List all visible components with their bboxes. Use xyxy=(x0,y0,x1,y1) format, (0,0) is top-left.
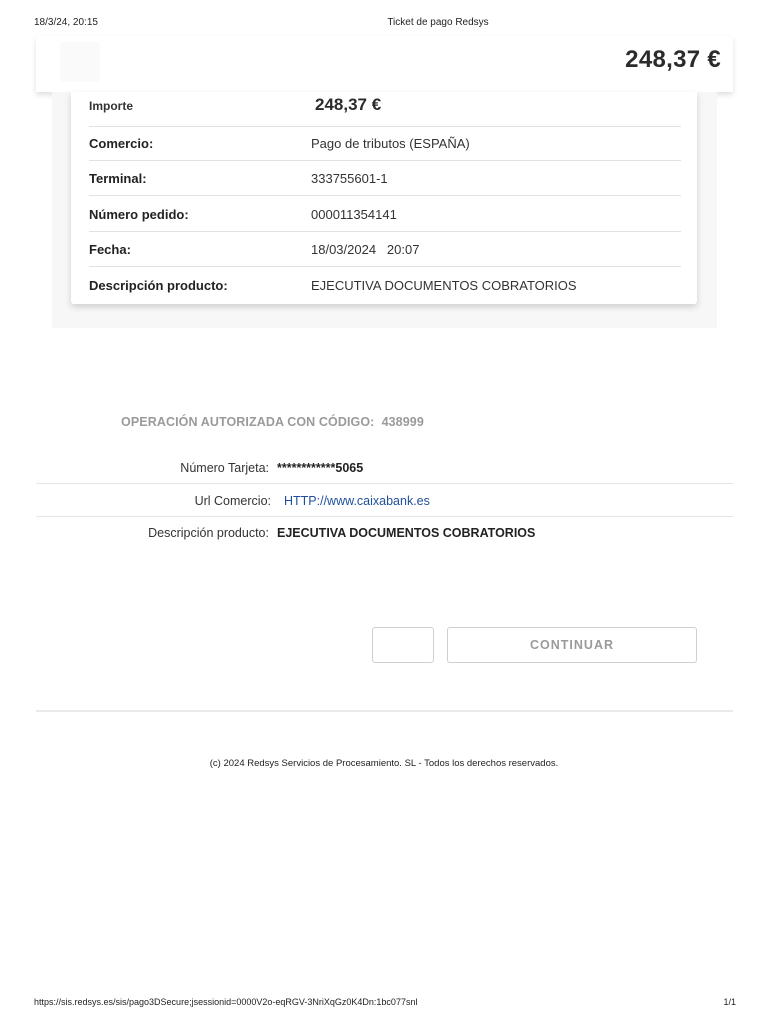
card-number-row xyxy=(36,452,733,484)
print-footer xyxy=(0,997,768,1011)
detail-label: Importe xyxy=(89,99,134,113)
detail-value: 000011354141 xyxy=(311,207,397,222)
detail-value: 18/03/2024 20:07 xyxy=(311,242,420,257)
detail-label: Terminal: xyxy=(89,171,147,186)
detail-label: Número pedido: xyxy=(89,207,189,222)
transaction-details-card xyxy=(71,92,697,304)
continue-button[interactable]: CONTINUAR xyxy=(447,627,697,663)
detail-row-numero-pedido xyxy=(89,197,681,232)
product-description-value: EJECUTIVA DOCUMENTOS COBRATORIOS xyxy=(277,526,536,540)
detail-value: EJECUTIVA DOCUMENTOS COBRATORIOS xyxy=(311,278,577,293)
footer-divider xyxy=(36,710,733,712)
header-amount: 248,37 € xyxy=(625,46,721,73)
copyright-text: (c) 2024 Redsys Servicios de Procesamiento. SL - Todos los derechos reservados. xyxy=(209,758,559,769)
detail-row-terminal xyxy=(89,161,681,196)
card-number-value: ************5065 xyxy=(277,461,364,475)
card-number-label: Número Tarjeta: xyxy=(180,461,269,475)
detail-value: 333755601-1 xyxy=(311,171,388,186)
detail-label: Descripción producto: xyxy=(89,278,228,293)
product-description-label: Descripción producto: xyxy=(148,526,269,540)
merchant-url-link[interactable]: HTTP://www.caixabank.es xyxy=(284,494,430,508)
payment-header-bar xyxy=(36,36,733,92)
authorization-message: OPERACIÓN AUTORIZADA CON CÓDIGO: 438999 xyxy=(121,415,424,429)
print-page-url: https://sis.redsys.es/sis/pago3DSecure;jsessionid=0000V2o-eqRGV-3NriXqGz0K4Dn:1bc077snl xyxy=(34,997,418,1007)
detail-value: Pago de tributos (ESPAÑA) xyxy=(311,136,470,151)
detail-row-comercio xyxy=(89,126,681,161)
detail-label: Comercio: xyxy=(89,136,154,151)
detail-row-fecha xyxy=(89,232,681,267)
detail-row-importe xyxy=(89,92,681,127)
print-button[interactable] xyxy=(372,627,434,663)
merchant-logo xyxy=(60,42,100,82)
detail-amount: 248,37 € xyxy=(315,95,382,114)
product-description-row xyxy=(36,517,733,549)
merchant-url-row xyxy=(36,485,733,517)
print-header xyxy=(0,17,768,31)
detail-row-descripcion xyxy=(89,268,681,303)
detail-label: Fecha: xyxy=(89,242,131,257)
merchant-url-label: Url Comercio: xyxy=(194,494,271,508)
print-page-number: 1/1 xyxy=(723,997,736,1007)
print-document-title: Ticket de pago Redsys xyxy=(387,17,489,28)
print-date: 18/3/24, 20:15 xyxy=(34,17,98,28)
